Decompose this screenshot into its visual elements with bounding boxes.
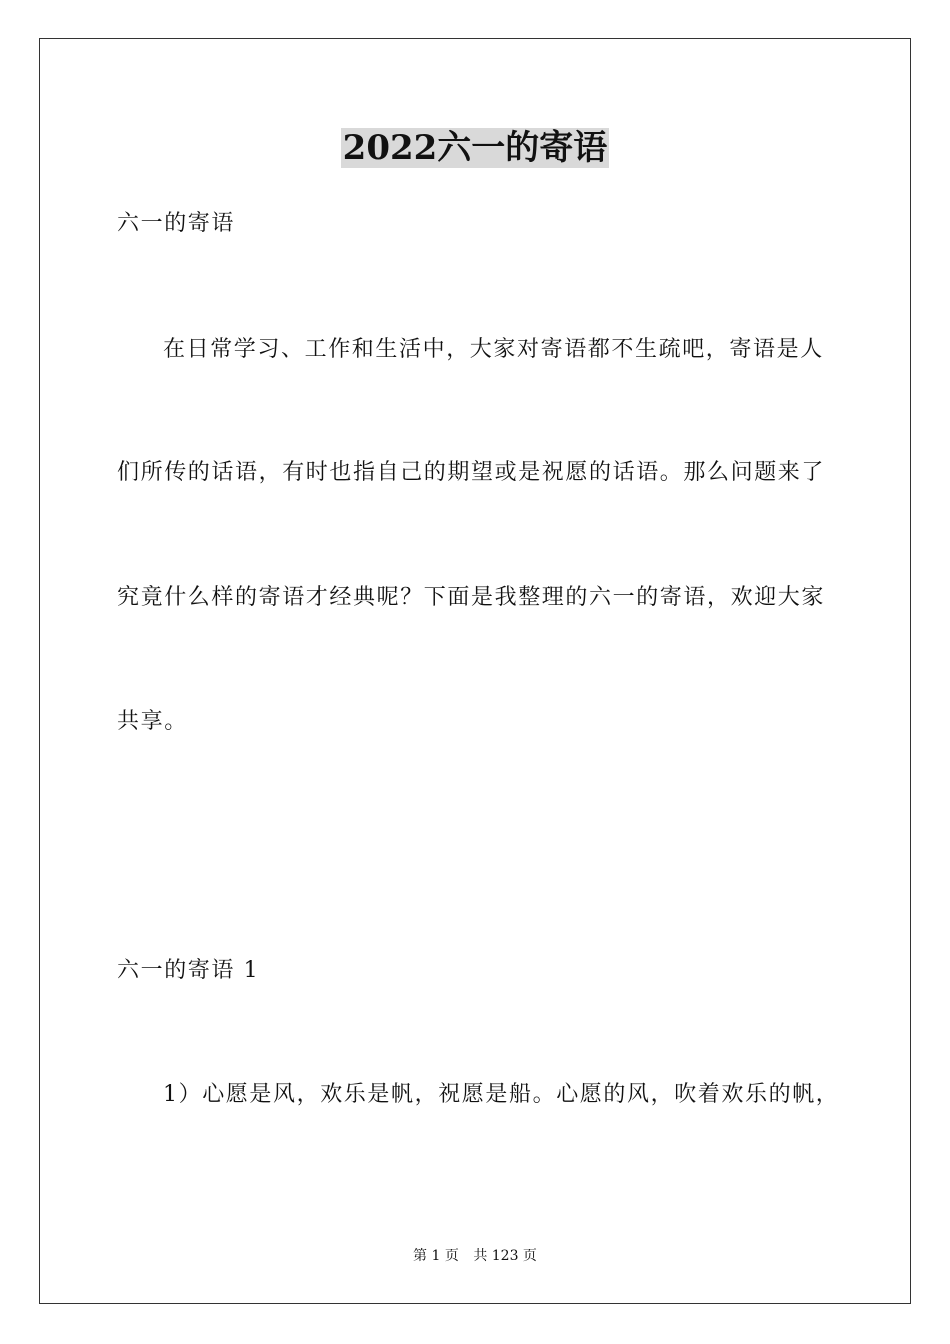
section-heading: 六一的寄语 1 bbox=[117, 958, 260, 983]
paragraph-line: 共享。 bbox=[117, 709, 188, 734]
paragraph-line: 们所传的话语，有时也指自己的期望或是祝愿的话语。那么问题来了 bbox=[117, 460, 826, 485]
page-footer bbox=[0, 1246, 950, 1266]
paragraph-line: 1）心愿是风，欢乐是帆，祝愿是船。心愿的风，吹着欢乐的帆， bbox=[163, 1082, 840, 1107]
page-number: 第 1 页 bbox=[413, 1248, 459, 1264]
paragraph-line: 究竟什么样的寄语才经典呢？下面是我整理的六一的寄语，欢迎大家 bbox=[117, 585, 826, 610]
document-subtitle: 六一的寄语 bbox=[117, 211, 236, 236]
document-title bbox=[0, 126, 950, 170]
page-total: 共 123 页 bbox=[473, 1248, 537, 1264]
document-title-text: 2022六一的寄语 bbox=[342, 128, 608, 168]
paragraph-line: 在日常学习、工作和生活中，大家对寄语都不生疏吧，寄语是人 bbox=[163, 337, 824, 362]
